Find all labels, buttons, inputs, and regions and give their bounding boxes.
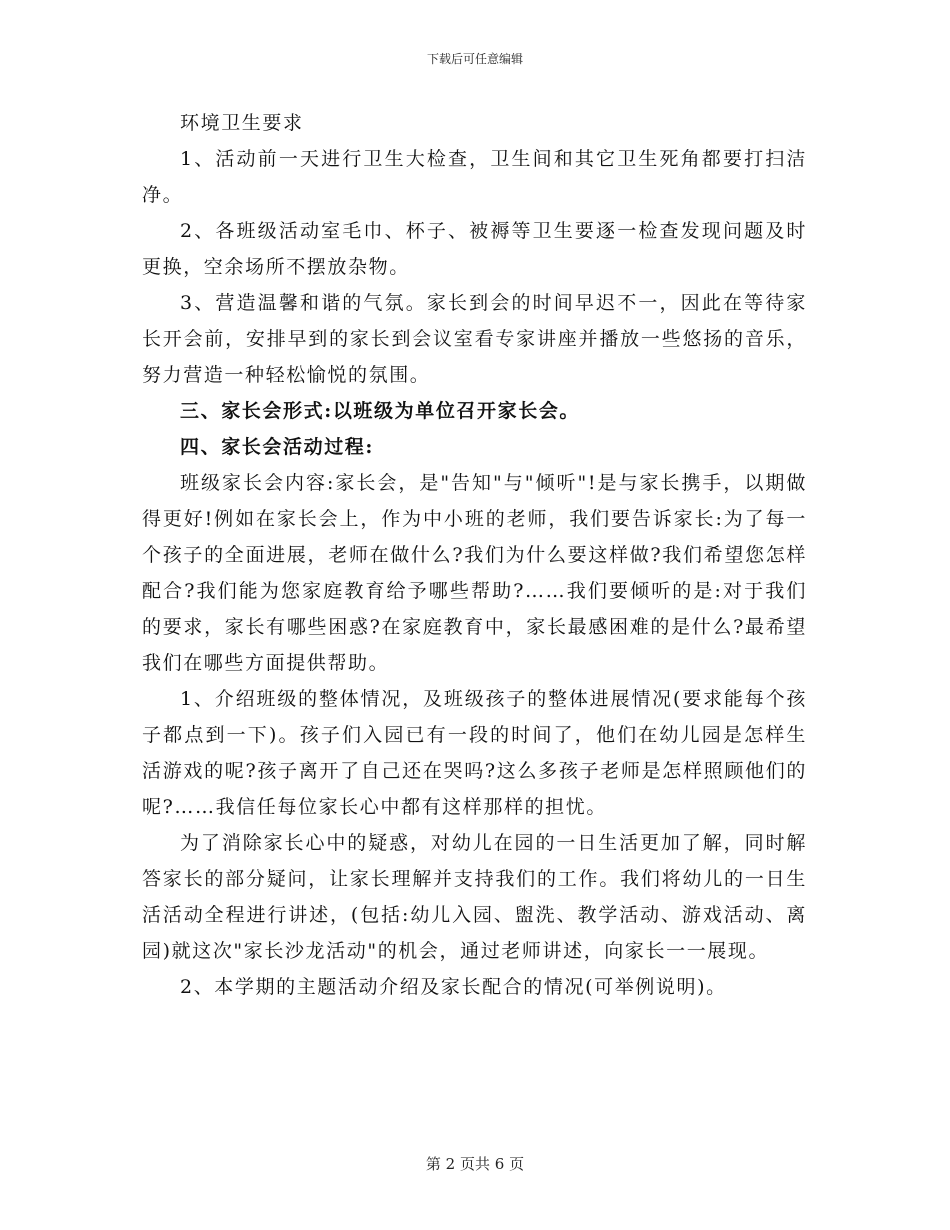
paragraph-hygiene-item-1: 1、活动前一天进行卫生大检查，卫生间和其它卫生死角都要打扫洁净。 [142,148,807,206]
paragraph-daily-life: 为了消除家长心中的疑惑，对幼儿在园的一日生活更加了解，同时解答家长的部分疑问，让家长理解并支持我们的工作。我们将幼儿的一日生活活动全程进行讲述，(包括:幼儿入园、盥洗、教学活动、游戏活动、离园)就这次"家长沙龙活动"的机会，通过老师讲述，向家长一一展现。 [142,832,807,962]
paragraph-process-item-2: 2、本学期的主题活动介绍及家长配合的情况(可举例说明)。 [180,976,727,998]
paragraph-hygiene-item-2: 2、各班级活动室毛巾、杯子、被褥等卫生要逐一检查发现问题及时更换，空余场所不摆放杂物。 [142,220,807,278]
page-header: 下载后可任意编辑 [426,52,523,66]
paragraph-hygiene-heading: 环境卫生要求 [180,112,304,134]
document-body [142,105,807,1005]
page-number-footer: 第 2 页共 6 页 [425,1155,525,1173]
paragraph-hygiene-item-3: 3、营造温馨和谐的气氛。家长到会的时间早迟不一，因此在等待家长开会前，安排早到的家长到会议室看专家讲座并播放一些悠扬的音乐，努力营造一种轻松愉悦的氛围。 [142,292,807,386]
paragraph-process-item-1: 1、介绍班级的整体情况，及班级孩子的整体进展情况(要求能每个孩子都点到一下)。孩子们入园已有一段的时间了，他们在幼儿园是怎样生活游戏的呢?孩子离开了自己还在哭吗?这么多孩子老师是怎样照顾他们的呢?……我信任每位家长心中都有这样那样的担忧。 [142,688,807,818]
paragraph-meeting-content: 班级家长会内容:家长会，是"告知"与"倾听"!是与家长携手，以期做得更好!例如在家长会上，作为中小班的老师，我们要告诉家长:为了每一个孩子的全面进展，老师在做什么?我们为什么要这样做?我们希望您怎样配合?我们能为您家庭教育给予哪些帮助?……我们要倾听的是:对于我们的要求，家长有哪些困惑?在家庭教育中，家长最感困难的是什么?最希望我们在哪些方面提供帮助。 [142,472,807,674]
section-heading-meeting-process: 四、家长会活动过程: [180,436,375,458]
section-heading-meeting-form: 三、家长会形式:以班级为单位召开家长会。 [180,400,581,422]
